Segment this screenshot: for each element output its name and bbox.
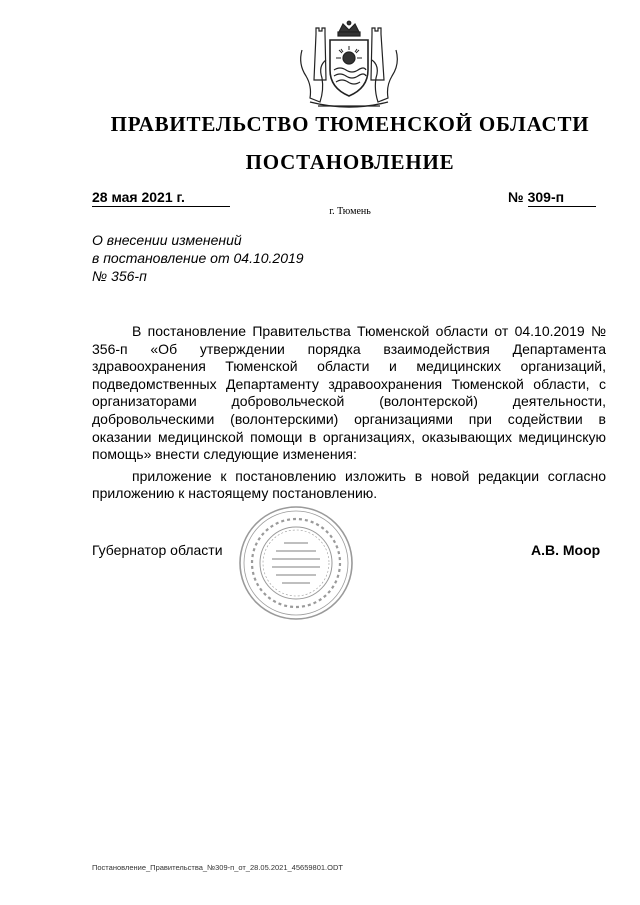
document-city: г. Тюмень [329, 206, 371, 217]
body-paragraph: приложение к постановлению изложить в новой редакции согласно приложению к настоящему постановлению. [92, 467, 606, 502]
document-filename-footer: Постановление_Правительства_№309-п_от_28.05.2021_45659801.ODT [92, 863, 343, 872]
body-paragraph: В постановление Правительства Тюменской области от 04.10.2019 № 356-п «Об утверждении порядка взаимодействия Департамента здравоохранения Тюменской области и медицинских организаций, подведомственных Департаменту здравоохранения Тюменской области, с организаторами добровольческой (волонтерской) деятельности, добровольческими (волонтерскими) организациями при содействии в оказании медицинской помощи в организациях, оказывающих медицинскую помощь» внести следующие изменения: [92, 323, 606, 463]
document-number: 309-п [528, 189, 596, 207]
document-subject [92, 231, 304, 285]
signatory-name: А.В. Моор [531, 542, 601, 558]
document-body [92, 323, 606, 503]
tyumen-region-coat-of-arms-icon [296, 20, 402, 110]
document-number-field [508, 189, 604, 207]
subject-line: в постановление от 04.10.2019 [92, 250, 304, 266]
government-title: ПРАВИТЕЛЬСТВО ТЮМЕНСКОЙ ОБЛАСТИ [110, 112, 590, 136]
signatory-position: Губернатор области [92, 542, 223, 558]
subject-line: № 356-п [92, 268, 147, 284]
official-seal-stamp-icon [236, 503, 356, 623]
subject-line: О внесении изменений [92, 232, 242, 248]
number-sign: № [508, 189, 524, 205]
document-type-title: ПОСТАНОВЛЕНИЕ [245, 150, 455, 174]
document-date: 28 мая 2021 г. [92, 189, 230, 207]
